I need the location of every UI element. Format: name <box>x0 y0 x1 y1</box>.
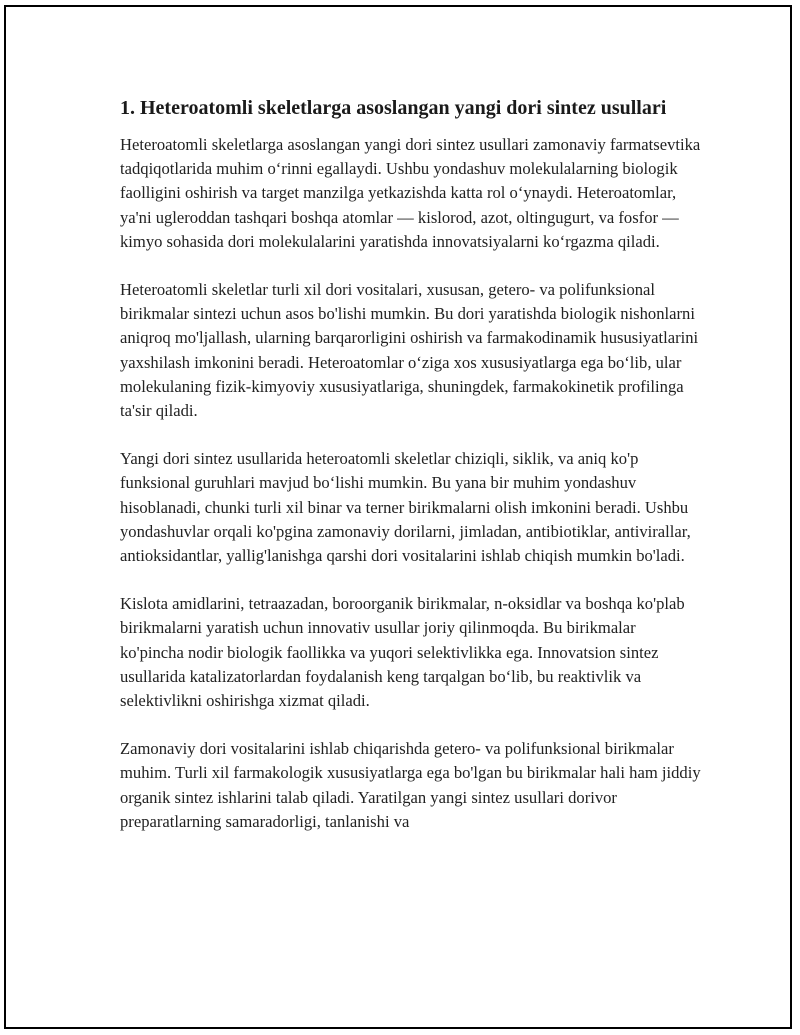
document-body <box>120 95 702 858</box>
paragraph-3: Yangi dori sintez usullarida heteroatomli skeletlar chiziqli, siklik, va aniq ko'p funksional guruhlari mavjud boʻlishi mumkin. Bu yana bir muhim yondashuv hisoblanadi, chunki turli xil binar va terner birikmalarni olish imkonini beradi. Ushbu yondashuvlar orqali ko'pgina zamonaviy dorilarni, jimladan, antibiotiklar, antivirallar, antioksidantlar, yallig'lanishga qarshi dori vositalarini ishlab chiqish mumkin bo'ladi. <box>120 449 691 566</box>
paragraph-4: Kislota amidlarini, tetraazadan, boroorganik birikmalar, n-oksidlar va boshqa ko'plab birikmalarni yaratish uchun innovativ usullar joriy qilinmoqda. Bu birikmalar ko'pincha nodir biologik faollikka va yuqori selektivlikka ega. Innovatsion sintez usullarida katalizatorlardan foydalanish keng tarqalgan boʻlib, bu reaktivlik va selektivlikni oshirishga xizmat qiladi. <box>120 594 685 711</box>
paragraph-5: Zamonaviy dori vositalarini ishlab chiqarishda getero- va polifunksional birikmalar muhim. Turli xil farmakologik xususiyatlarga ega bo'lgan bu birikmalar hali ham jiddiy organik sintez ishlarini talab qiladi. Yaratilgan yangi sintez usullari dorivor preparatlarning samaradorligi, tanlanishi va <box>120 739 701 831</box>
section-heading: 1. Heteroatomli skeletlarga asoslangan yangi dori sintez usullari <box>120 97 667 119</box>
document-page <box>4 5 792 1029</box>
paragraph-1: Heteroatomli skeletlarga asoslangan yangi dori sintez usullari zamonaviy farmatsevtika tadqiqotlarida muhim oʻrinni egallaydi. Ushbu yondashuv molekulalarning biologik faolligini oshirish va target manzilga yetkazishda katta rol oʻynaydi. Heteroatomlar, ya'ni ugleroddan tashqari boshqa atomlar — kislorod, azot, oltingugurt, va fosfor — kimyo sohasida dori molekulalarini yaratishda innovatsiyalarni koʻrgazma qiladi. <box>120 135 701 251</box>
paragraph-2: Heteroatomli skeletlar turli xil dori vositalari, xususan, getero- va polifunksional birikmalar sintezi uchun asos bo'lishi mumkin. Bu dori yaratishda biologik nishonlarni aniqroq mo'ljallash, ularning barqarorligini oshirish va farmakodinamik hususiyatlarini yaxshilash imkonini beradi. Heteroatomlar oʻziga xos xususiyatlarga ega boʻlib, ular molekulaning fizik-kimyoviy xususiyatlariga, shuningdek, farmakokinetik profilinga ta'sir qiladi. <box>120 280 699 421</box>
